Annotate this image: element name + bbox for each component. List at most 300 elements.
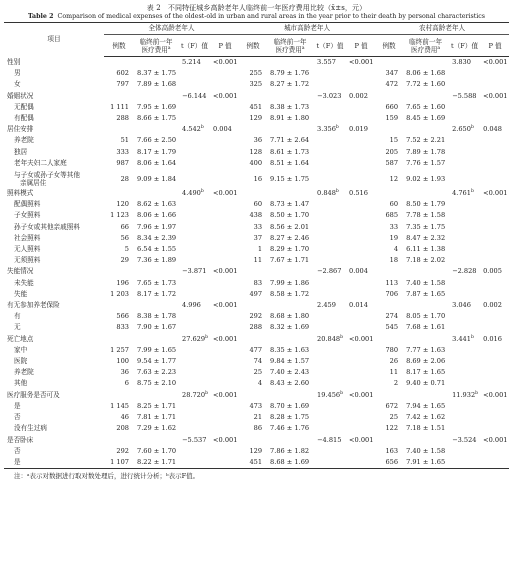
category-label: 婚姻状况	[7, 91, 34, 100]
stat-cell-value: 5.214	[182, 58, 201, 66]
stat-cell-value: 3.830	[452, 58, 471, 66]
cases-cell	[375, 158, 403, 169]
cases-cell-value: 325	[249, 80, 263, 89]
stat-cell	[448, 446, 481, 457]
cases-cell-value: 26	[389, 357, 399, 366]
expense-cell	[403, 147, 448, 158]
p-value-cell	[211, 435, 239, 446]
stat-cell	[448, 300, 481, 311]
p-value-cell	[481, 311, 509, 322]
p-value-cell	[211, 255, 239, 266]
expense-cell-value: 7.96 ± 1.97	[137, 222, 177, 231]
expense-cell-value: 9.02 ± 1.93	[406, 174, 446, 183]
table-row	[4, 289, 509, 300]
p-value-cell	[347, 345, 375, 356]
stat-cell	[313, 345, 347, 356]
cases-cell	[239, 289, 267, 300]
header-cases-urban: 例数	[239, 35, 267, 57]
stat-cell-value: 27.629	[182, 334, 206, 343]
p-value-cell-value: <0.001	[213, 58, 238, 66]
p-value-cell	[481, 423, 509, 434]
cases-cell	[104, 222, 134, 233]
header-expense-line1: 临终前一年	[139, 37, 173, 46]
expense-cell	[267, 300, 313, 311]
p-value-cell	[481, 244, 509, 255]
stat-cell	[448, 401, 481, 412]
p-value-cell	[347, 278, 375, 289]
cases-cell-value: 497	[249, 289, 263, 298]
expense-cell	[134, 322, 178, 333]
f-value-marker: b	[340, 334, 343, 340]
p-value-cell	[481, 135, 509, 146]
p-value-cell	[211, 446, 239, 457]
expense-cell	[134, 423, 178, 434]
p-value-cell	[347, 57, 375, 69]
p-value-cell	[481, 278, 509, 289]
cases-cell	[104, 278, 134, 289]
p-value-cell	[211, 135, 239, 146]
expense-cell-value: 8.22 ± 1.71	[137, 457, 177, 466]
p-value-cell-value: 0.005	[483, 267, 502, 276]
expense-cell-value: 7.40 ± 2.43	[270, 368, 310, 377]
cases-cell-value: 25	[253, 368, 263, 377]
p-value-cell-value: 0.002	[483, 301, 502, 310]
expense-cell	[134, 57, 178, 69]
expense-cell	[403, 233, 448, 244]
expense-cell-value: 8.37 ± 1.75	[137, 69, 177, 78]
p-value-cell-value: 0.048	[483, 125, 502, 134]
expense-cell	[403, 311, 448, 322]
cases-cell-value: 159	[385, 114, 399, 123]
stat-cell	[448, 322, 481, 333]
expense-cell	[403, 57, 448, 69]
subgroup-label: 没有生过病	[14, 424, 47, 433]
p-value-cell	[481, 79, 509, 90]
p-value-cell-value: 0.014	[349, 301, 368, 310]
expense-cell	[267, 91, 313, 102]
cases-cell-value: 566	[116, 312, 129, 321]
p-value-cell	[347, 135, 375, 146]
header-expense-urban	[267, 35, 313, 57]
expense-cell	[403, 278, 448, 289]
category-label: 照料模式	[7, 189, 34, 198]
cases-cell-value: 12	[389, 174, 399, 183]
stat-cell-value: 4.542	[182, 125, 201, 134]
cases-cell	[104, 158, 134, 169]
expense-cell-value: 7.71 ± 2.64	[270, 136, 310, 145]
expense-cell	[403, 266, 448, 277]
p-value-cell-value: 0.002	[349, 91, 368, 100]
stat-cell-value: 3.441	[452, 334, 471, 343]
expense-cell-value: 7.77 ± 1.63	[406, 345, 446, 354]
stat-cell	[313, 289, 347, 300]
cases-cell	[239, 412, 267, 423]
cases-cell-value: 208	[116, 424, 129, 433]
cases-cell	[239, 158, 267, 169]
p-value-cell	[347, 188, 375, 199]
p-value-cell	[211, 457, 239, 469]
stat-cell	[178, 91, 211, 102]
stat-cell	[313, 233, 347, 244]
expense-cell	[267, 423, 313, 434]
p-value-cell	[211, 278, 239, 289]
stat-cell	[178, 79, 211, 90]
stat-cell	[178, 244, 211, 255]
p-value-cell-value: <0.001	[213, 301, 238, 310]
header-group-urban: 城市高龄老年人	[239, 23, 375, 35]
stat-cell	[178, 199, 211, 210]
cases-cell	[375, 423, 403, 434]
cases-cell	[104, 390, 134, 401]
expense-cell-value: 7.72 ± 1.60	[406, 80, 446, 89]
expense-cell	[403, 102, 448, 113]
cases-cell	[375, 311, 403, 322]
subgroup-label: 其他	[14, 379, 28, 388]
header-expense-line2: 医疗费用	[411, 45, 438, 54]
category-row	[4, 334, 509, 345]
stat-cell	[448, 356, 481, 367]
subgroup-label: 是	[4, 457, 104, 469]
p-value-cell	[347, 102, 375, 113]
stat-cell	[178, 68, 211, 79]
stat-cell	[448, 68, 481, 79]
p-value-cell	[481, 356, 509, 367]
expense-cell	[134, 169, 178, 188]
table-row	[4, 412, 509, 423]
cases-cell-value: 1 123	[110, 211, 129, 220]
table-row	[4, 446, 509, 457]
category-row	[4, 188, 509, 199]
expense-cell	[403, 446, 448, 457]
expense-cell	[403, 367, 448, 378]
cases-cell-value: 274	[385, 312, 399, 321]
p-value-cell	[211, 233, 239, 244]
expense-cell	[267, 457, 313, 469]
expense-cell-value: 7.78 ± 1.58	[406, 211, 446, 220]
p-value-cell	[211, 91, 239, 102]
cases-cell-value: 28	[120, 174, 129, 183]
p-value-cell-value: <0.001	[483, 91, 508, 100]
expense-cell	[134, 412, 178, 423]
expense-cell-value: 8.28 ± 1.75	[270, 413, 310, 422]
subgroup-label-line1: 与子女或孙子女等其他	[14, 170, 80, 179]
stat-cell	[178, 233, 211, 244]
expense-cell	[403, 345, 448, 356]
cases-cell	[104, 289, 134, 300]
cases-cell-value: 797	[116, 80, 129, 89]
cases-cell	[104, 322, 134, 333]
p-value-cell	[347, 378, 375, 389]
expense-cell-value: 7.94 ± 1.65	[406, 401, 446, 410]
f-value-marker: b	[340, 390, 343, 396]
expense-cell	[134, 233, 178, 244]
cases-cell	[375, 135, 403, 146]
p-value-cell-value: 0.019	[349, 125, 368, 134]
expense-cell	[403, 412, 448, 423]
expense-cell-value: 6.11 ± 1.38	[406, 245, 446, 254]
stat-cell	[313, 199, 347, 210]
expense-cell-value: 8.17 ± 1.65	[406, 368, 446, 377]
stat-cell	[313, 124, 347, 135]
stat-cell	[448, 158, 481, 169]
stat-cell	[448, 278, 481, 289]
cases-cell	[104, 233, 134, 244]
expense-cell-value: 7.87 ± 1.65	[406, 289, 446, 298]
cases-cell	[375, 91, 403, 102]
expense-cell	[267, 378, 313, 389]
p-value-cell	[481, 57, 509, 69]
stat-cell	[178, 255, 211, 266]
p-value-cell-value: 0.516	[349, 189, 368, 198]
stat-cell	[313, 300, 347, 311]
stat-cell	[178, 169, 211, 188]
f-value-marker: b	[205, 334, 208, 340]
cases-cell-value: 83	[253, 278, 263, 287]
expense-cell	[403, 244, 448, 255]
table-row	[4, 222, 509, 233]
cases-cell	[375, 300, 403, 311]
expense-cell-value: 7.89 ± 1.78	[406, 147, 446, 156]
p-value-cell	[481, 199, 509, 210]
cases-cell	[104, 102, 134, 113]
stat-cell	[448, 169, 481, 188]
p-value-cell	[481, 412, 509, 423]
expense-cell-value: 9.40 ± 0.71	[406, 379, 446, 388]
cases-cell-value: 333	[116, 147, 129, 156]
table-row	[4, 169, 509, 188]
category-row	[4, 435, 509, 446]
expense-cell	[403, 401, 448, 412]
expense-cell	[267, 322, 313, 333]
cases-cell-value: 672	[385, 401, 399, 410]
expense-cell	[134, 147, 178, 158]
expense-cell	[267, 188, 313, 199]
p-value-cell	[211, 244, 239, 255]
expense-cell-value: 8.17 ± 1.72	[137, 289, 177, 298]
p-value-cell-value: <0.001	[483, 435, 508, 444]
expense-cell	[134, 446, 178, 457]
expense-cell-value: 8.06 ± 1.68	[406, 69, 446, 78]
stat-cell	[178, 266, 211, 277]
expense-cell-value: 7.67 ± 1.71	[270, 256, 310, 265]
f-value-marker: b	[200, 188, 204, 194]
f-value-marker: b	[475, 390, 479, 396]
category-row	[4, 266, 509, 277]
p-value-cell-value: <0.001	[349, 334, 374, 343]
expense-cell	[267, 124, 313, 135]
cases-cell-value: 11	[389, 368, 399, 377]
cases-cell	[104, 91, 134, 102]
header-cases-all: 例数	[104, 35, 134, 57]
stat-cell	[448, 345, 481, 356]
p-value-cell	[481, 401, 509, 412]
stat-cell	[313, 311, 347, 322]
stat-cell-value: 11.932	[452, 390, 476, 399]
expense-cell	[403, 356, 448, 367]
expense-cell	[403, 322, 448, 333]
table-row	[4, 423, 509, 434]
expense-cell-value: 8.70 ± 1.69	[270, 401, 310, 410]
cases-cell-value: 656	[385, 457, 399, 466]
p-value-cell	[481, 102, 509, 113]
p-value-cell	[481, 169, 509, 188]
stat-cell	[178, 334, 211, 345]
p-value-cell	[211, 412, 239, 423]
expense-cell	[403, 188, 448, 199]
subgroup-label: 男	[14, 69, 21, 78]
stat-cell	[178, 412, 211, 423]
cases-cell	[375, 446, 403, 457]
subgroup-label: 未失能	[14, 278, 34, 287]
stat-cell	[448, 244, 481, 255]
expense-cell-value: 8.25 ± 1.71	[137, 401, 177, 410]
stat-cell	[313, 412, 347, 423]
subgroup-label: 是	[14, 401, 21, 410]
stat-cell	[448, 233, 481, 244]
stat-cell	[178, 311, 211, 322]
expense-cell	[267, 345, 313, 356]
cases-cell-value: 56	[120, 233, 129, 242]
p-value-cell	[347, 79, 375, 90]
cases-cell	[239, 169, 267, 188]
expense-cell	[267, 401, 313, 412]
cases-cell	[239, 356, 267, 367]
expense-cell	[403, 300, 448, 311]
cases-cell	[239, 322, 267, 333]
cases-cell	[239, 147, 267, 158]
cases-cell-value: 74	[253, 357, 263, 366]
p-value-cell-value: <0.001	[349, 435, 374, 444]
cases-cell-value: 400	[249, 158, 263, 167]
cases-cell-value: 477	[249, 345, 263, 354]
cases-cell	[375, 147, 403, 158]
stat-cell	[448, 222, 481, 233]
stat-cell	[448, 378, 481, 389]
table-footnote: 注：ᵃ表示对数据进行取对数处理后，进行统计分析；ᵇ表示F值。	[14, 472, 200, 481]
p-value-cell	[481, 113, 509, 124]
p-value-cell	[347, 356, 375, 367]
f-value-marker: b	[205, 390, 208, 396]
cases-cell	[375, 113, 403, 124]
p-value-cell	[481, 266, 509, 277]
stat-cell	[178, 222, 211, 233]
cases-cell	[104, 446, 134, 457]
stat-cell	[178, 423, 211, 434]
cases-cell-value: 21	[253, 413, 263, 422]
cases-cell-value: 129	[249, 114, 263, 123]
cases-cell	[239, 435, 267, 446]
stat-cell	[178, 102, 211, 113]
p-value-cell	[481, 158, 509, 169]
stat-cell	[448, 435, 481, 446]
p-value-cell	[347, 457, 375, 469]
p-value-cell	[481, 446, 509, 457]
category-label: 性别	[7, 57, 21, 66]
expense-cell-value: 7.65 ± 1.60	[406, 102, 446, 111]
expense-cell-value: 7.95 ± 1.69	[137, 102, 177, 111]
stat-cell	[178, 356, 211, 367]
cases-cell	[375, 244, 403, 255]
expense-cell-value: 8.35 ± 1.63	[270, 345, 310, 354]
f-value-marker: b	[335, 125, 339, 131]
subgroup-label: 医院	[14, 357, 28, 366]
header-expense-line2: 医疗费用	[141, 45, 168, 54]
cases-cell	[104, 169, 134, 188]
table-row	[4, 199, 509, 210]
expense-cell	[267, 356, 313, 367]
stat-cell-value: 0.848	[317, 189, 336, 198]
expense-cell-value: 7.91 ± 1.65	[406, 457, 446, 466]
p-value-cell-value: <0.001	[213, 189, 238, 198]
stat-cell	[448, 135, 481, 146]
stat-cell	[313, 68, 347, 79]
expense-cell	[403, 210, 448, 221]
expense-cell-value: 8.45 ± 1.69	[406, 114, 446, 123]
expense-cell-value: 7.68 ± 1.61	[406, 323, 446, 332]
stat-cell	[178, 210, 211, 221]
cases-cell	[104, 345, 134, 356]
expense-cell	[267, 102, 313, 113]
p-value-cell	[347, 289, 375, 300]
p-value-cell	[347, 367, 375, 378]
expense-cell	[267, 334, 313, 345]
table-row	[4, 356, 509, 367]
cases-cell	[104, 401, 134, 412]
expense-cell	[134, 188, 178, 199]
cases-cell	[104, 334, 134, 345]
cases-cell-value: 1 107	[110, 457, 129, 466]
expense-cell	[134, 311, 178, 322]
cases-cell-value: 1	[257, 245, 263, 254]
cases-cell	[104, 68, 134, 79]
expense-cell-value: 8.32 ± 1.69	[270, 323, 310, 332]
f-value-marker: b	[470, 334, 474, 340]
expense-cell	[267, 412, 313, 423]
subgroup-label: 无人照料	[14, 245, 41, 254]
stat-cell-value: −6.144	[182, 91, 207, 100]
table-caption-en-text: Comparison of medical expenses of the oldest-old in urban and rural areas in the year prior to their death by personal characteristics	[57, 13, 486, 20]
stat-cell	[313, 390, 347, 401]
p-value-cell	[347, 322, 375, 333]
cases-cell	[375, 345, 403, 356]
stat-cell	[178, 135, 211, 146]
expense-cell-value: 8.58 ± 1.72	[270, 289, 310, 298]
expense-cell	[403, 255, 448, 266]
expense-cell-value: 7.89 ± 1.68	[137, 80, 177, 89]
subgroup-label: 有配偶	[14, 114, 34, 123]
cases-cell-value: 587	[385, 158, 399, 167]
p-value-cell-value: <0.001	[213, 435, 238, 444]
subgroup-label: 家中	[14, 345, 28, 354]
cases-cell	[375, 457, 403, 469]
p-value-cell	[481, 390, 509, 401]
cases-cell	[104, 210, 134, 221]
header-expense-line2: 医疗费用	[275, 45, 302, 54]
cases-cell	[375, 412, 403, 423]
cases-cell	[104, 147, 134, 158]
expense-cell-value: 7.86 ± 1.82	[270, 446, 310, 455]
stat-cell	[448, 102, 481, 113]
expense-cell	[267, 147, 313, 158]
header-p-all: P 值	[211, 35, 239, 57]
p-value-cell	[211, 289, 239, 300]
cases-cell	[239, 255, 267, 266]
cases-cell-value: 451	[249, 102, 263, 111]
stat-cell	[313, 457, 347, 469]
cases-cell	[239, 244, 267, 255]
expense-cell-value: 9.15 ± 1.75	[270, 174, 310, 183]
p-value-cell-value: <0.001	[483, 390, 508, 399]
